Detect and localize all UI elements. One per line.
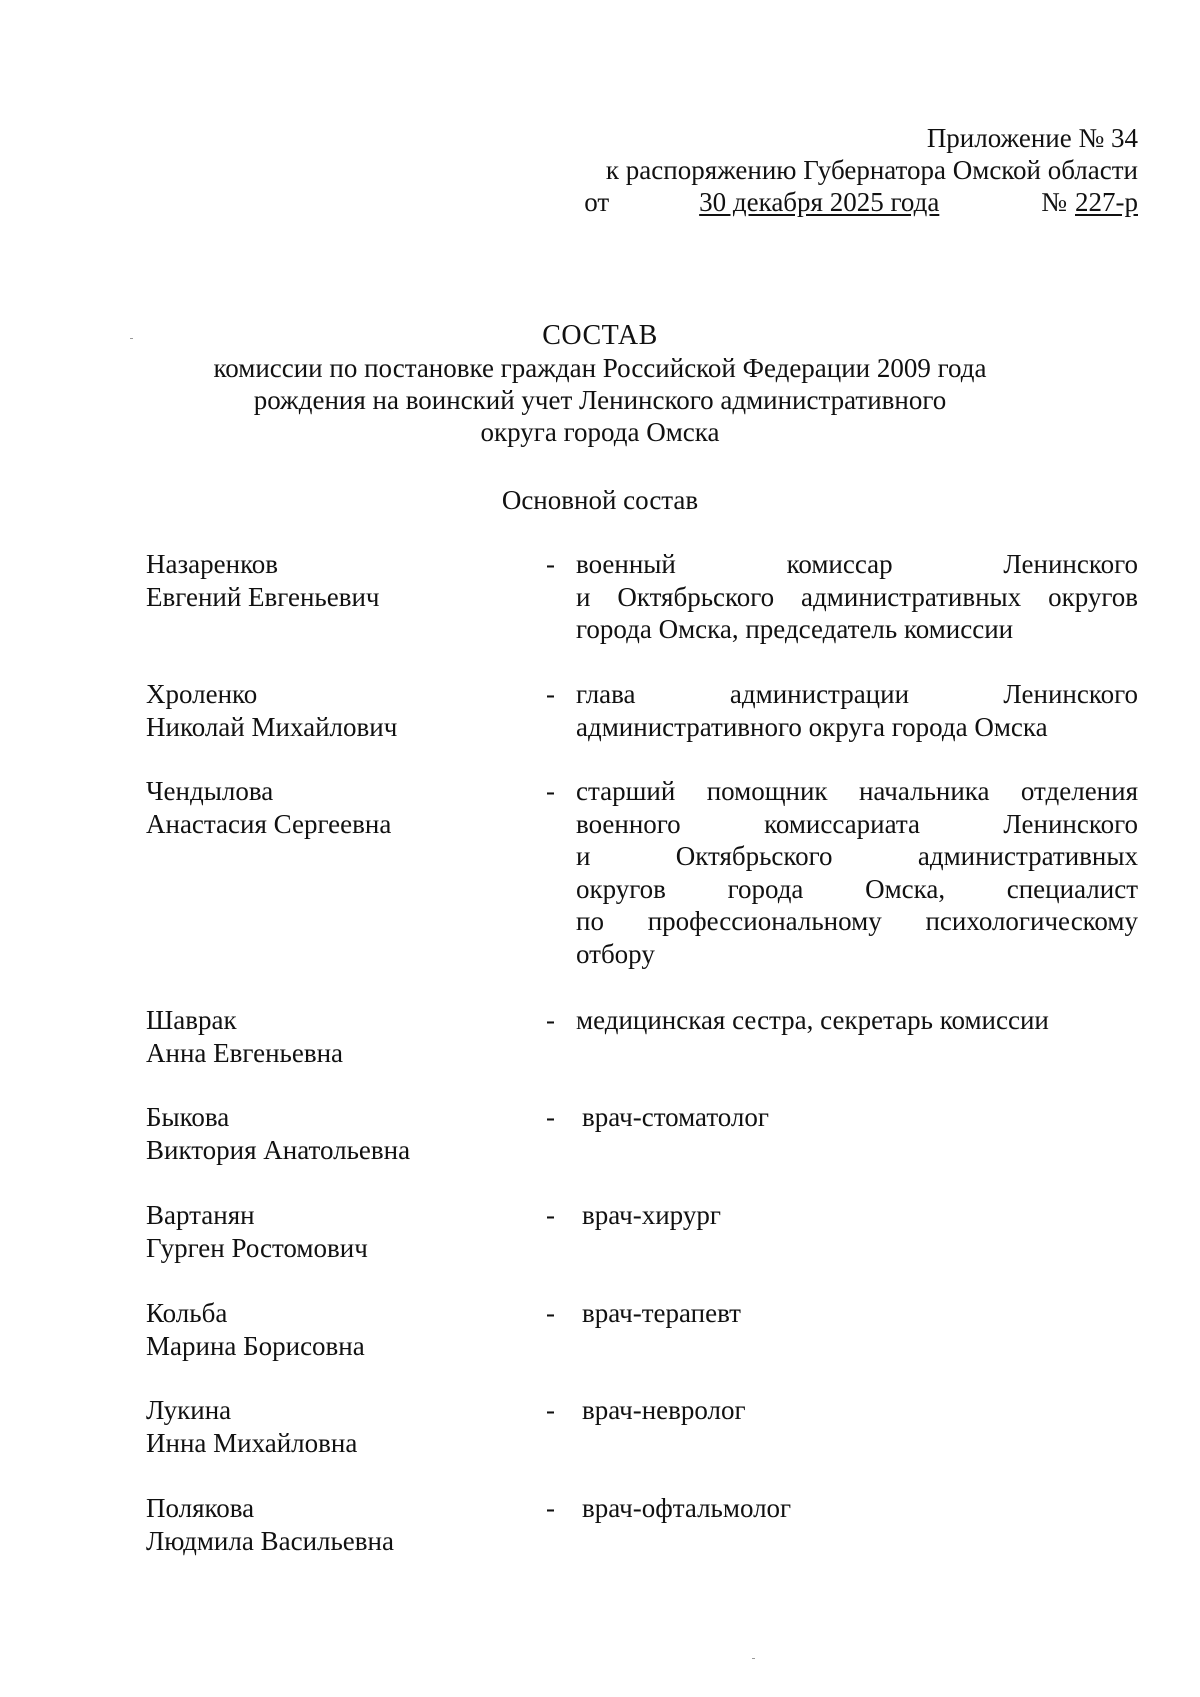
member-given-names: Инна Михайловна — [146, 1427, 358, 1458]
member-role-line: военный комиссар Ленинского — [576, 549, 1138, 579]
member-given-names: Евгений Евгеньевич — [146, 581, 380, 612]
scan-speck — [752, 1658, 755, 1659]
title-main: СОСТАВ — [542, 320, 658, 351]
member-role — [582, 1101, 1144, 1134]
member-name — [146, 678, 536, 743]
member-role-line: врач-хирург — [582, 1200, 721, 1230]
member-role-line: врач-офтальмолог — [582, 1493, 792, 1523]
member-role-line: старший помощник начальника отделения — [576, 776, 1138, 806]
member-given-names: Виктория Анатольевна — [146, 1134, 411, 1165]
member-given-names: Анна Евгеньевна — [146, 1037, 344, 1068]
annex-reference — [518, 122, 1138, 218]
annex-title: Приложение № 34 — [926, 123, 1138, 153]
member-role — [576, 1004, 1138, 1037]
member-surname: Чендылова — [146, 776, 274, 806]
title-line-1: комиссии по постановке граждан Российской Федерации 2009 года — [213, 353, 987, 383]
member-surname: Шаврак — [146, 1005, 237, 1035]
annex-number: 227-р — [1075, 187, 1138, 217]
annex-date-number-line — [518, 186, 1138, 218]
annex-order-reference: к распоряжению Губернатора Омской области — [605, 155, 1138, 185]
member-surname: Назаренков — [146, 549, 279, 579]
member-role-line: врач-невролог — [582, 1395, 746, 1425]
member-surname: Быкова — [146, 1102, 230, 1132]
member-dash: - — [546, 1298, 555, 1328]
document-title — [0, 320, 1200, 448]
member-surname: Полякова — [146, 1493, 255, 1523]
title-line-2: рождения на воинский учет Ленинского административного — [253, 385, 947, 415]
member-surname: Хроленко — [146, 679, 258, 709]
member-name — [146, 1101, 536, 1166]
member-role — [582, 1394, 1144, 1427]
member-role — [582, 1297, 1144, 1330]
member-role — [576, 678, 1138, 743]
member-role-line: административного округа города Омска — [576, 711, 1048, 742]
scan-speck — [130, 338, 133, 339]
member-dash: - — [546, 549, 555, 579]
member-role-line: округов города Омска, специалист — [576, 873, 1138, 904]
member-name — [146, 1004, 536, 1069]
member-role-line: и Октябрьского административных — [576, 841, 1138, 871]
member-name — [146, 775, 536, 840]
member-role-line: военного комиссариата Ленинского — [576, 808, 1138, 839]
member-name — [146, 1297, 536, 1362]
member-dash: - — [546, 1005, 555, 1035]
member-dash: - — [546, 1200, 555, 1230]
member-name — [146, 1492, 536, 1557]
member-name — [146, 548, 536, 613]
member-given-names: Людмила Васильевна — [146, 1525, 394, 1556]
annex-date: 30 декабря 2025 года — [699, 187, 940, 217]
member-given-names: Марина Борисовна — [146, 1330, 365, 1361]
member-role-line: врач-стоматолог — [582, 1102, 769, 1132]
member-dash: - — [546, 1102, 555, 1132]
member-role-line: по профессиональному психологическому — [576, 906, 1138, 936]
member-given-names: Гурген Ростомович — [146, 1232, 368, 1263]
annex-number-sign: № — [1041, 187, 1067, 217]
member-role-line: отбору — [576, 938, 655, 969]
member-role — [576, 775, 1138, 970]
member-role-line: и Октябрьского административных округов — [576, 581, 1138, 612]
member-given-names: Анастасия Сергеевна — [146, 808, 392, 839]
member-dash: - — [546, 679, 555, 709]
member-dash: - — [546, 1493, 555, 1523]
annex-from-label: от — [584, 187, 610, 217]
member-dash: - — [546, 776, 555, 806]
member-role — [582, 1492, 1144, 1525]
member-role — [576, 548, 1138, 646]
title-line-3: округа города Омска — [480, 417, 720, 447]
member-role — [582, 1199, 1144, 1232]
member-given-names: Николай Михайлович — [146, 711, 398, 742]
member-role-line: медицинская сестра, секретарь комиссии — [576, 1005, 1049, 1035]
member-role-line: врач-терапевт — [582, 1298, 741, 1328]
member-name — [146, 1394, 536, 1459]
section-heading: Основной состав — [501, 485, 699, 515]
member-dash: - — [546, 1395, 555, 1425]
member-name — [146, 1199, 536, 1264]
member-surname: Кольба — [146, 1298, 228, 1328]
member-surname: Вартанян — [146, 1200, 255, 1230]
member-surname: Лукина — [146, 1395, 232, 1425]
member-role-line: города Омска, председатель комиссии — [576, 614, 1014, 644]
member-role-line: глава администрации Ленинского — [576, 679, 1138, 709]
